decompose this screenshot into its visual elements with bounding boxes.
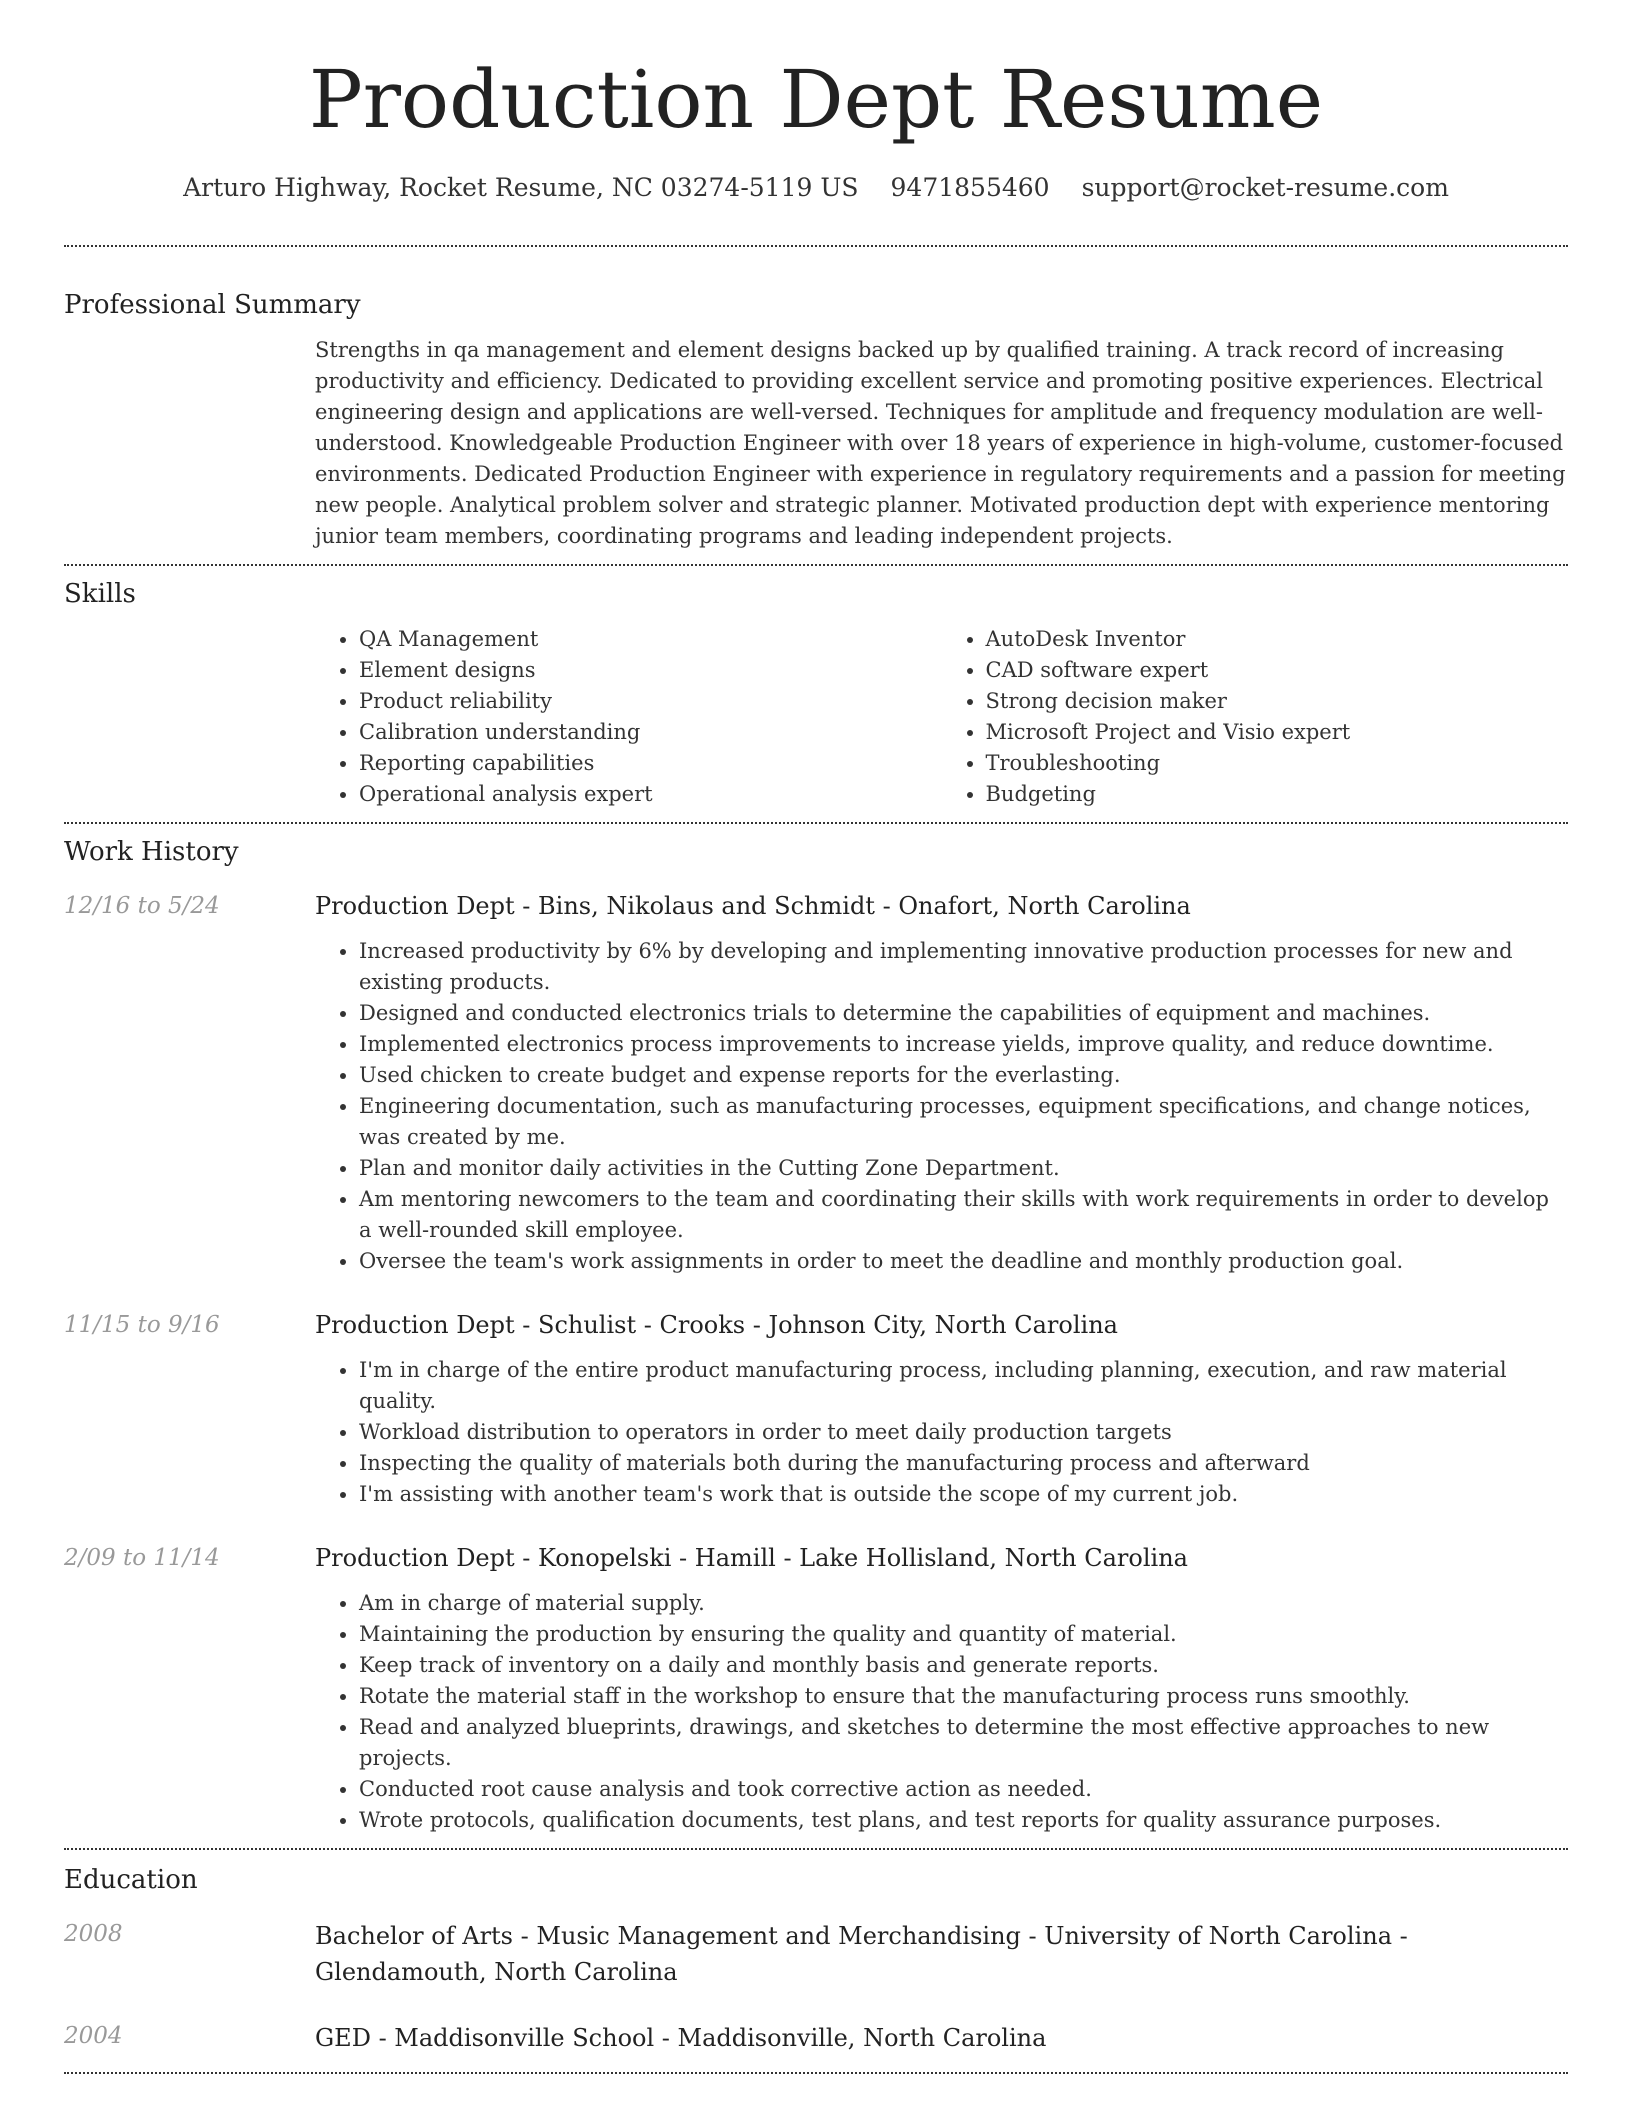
education-entry [64, 1918, 1568, 1990]
skill-item: • QA Management [359, 624, 942, 655]
summary-text: Strengths in qa management and element designs backed up by qualified training. A track record of increasing productivity and efficiency. Dedicated to providing excellent service and promoting positive experiences. Electrical engineering design and applications are well-versed. Techniques for amplitude and frequency modulation are well-understood. Knowledgeable Production Engineer with over 18 years of experience in high-volume, customer-focused environments. Dedicated Production Engineer with experience in regulatory requirements and a passion for meeting new people. Analytical problem solver and strategic planner. Motivated production dept with experience mentoring junior team members, coordinating programs and leading independent projects. [315, 338, 1566, 548]
resume-title: Production Dept Resume [308, 53, 1324, 146]
job-bullet: • Am in charge of material supply. [359, 1588, 1568, 1619]
job-bullet: • Read and analyzed blueprints, drawings, and sketches to determine the most effective approaches to new projects. [359, 1712, 1568, 1774]
job-bullet: • Wrote protocols, qualification documents, test plans, and test reports for quality assurance purposes. [359, 1805, 1568, 1836]
job-bullet: • Inspecting the quality of materials both during the manufacturing process and afterward [359, 1448, 1568, 1479]
job-heading: Production Dept - Schulist - Crooks - Johnson City, North Carolina [315, 1311, 1118, 1339]
summary-heading: Professional Summary [64, 290, 361, 320]
contact-email: support@rocket-resume.com [1081, 173, 1449, 202]
skill-item: • Element designs [359, 655, 942, 686]
skill-item: • Product reliability [359, 686, 942, 717]
job-bullet: • Used chicken to create budget and expense reports for the everlasting. [359, 1060, 1568, 1091]
job-bullets [315, 1588, 1568, 1848]
education-entry [64, 2020, 1568, 2072]
job-dates: 11/15 to 9/16 [64, 1312, 220, 1338]
job-bullet: • Keep track of inventory on a daily and monthly basis and generate reports. [359, 1650, 1568, 1681]
skill-item: • Strong decision maker [986, 686, 1569, 717]
summary-section [64, 247, 1568, 564]
skills-section [64, 566, 1568, 822]
education-heading-text: Bachelor of Arts - Music Management and Merchandising - University of North Carolina - Glendamouth, North Carolina [315, 1922, 1408, 1986]
job-heading: Production Dept - Konopelski - Hamill - Lake Hollisland, North Carolina [315, 1544, 1188, 1572]
skill-item: • Troubleshooting [986, 748, 1569, 779]
work-history-heading: Work History [64, 837, 239, 867]
job-bullet: • I'm in charge of the entire product manufacturing process, including planning, execution, and raw material quality. [359, 1355, 1568, 1417]
job-bullet: • Plan and monitor daily activities in the Cutting Zone Department. [359, 1153, 1568, 1184]
skills-heading: Skills [64, 579, 136, 609]
contact-address: Arturo Highway, Rocket Resume, NC 03274-5119 US [183, 173, 859, 202]
skill-item: • Budgeting [986, 779, 1569, 810]
skills-list-left [315, 624, 942, 810]
skill-item: • AutoDesk Inventor [986, 624, 1569, 655]
skill-item: • Calibration understanding [359, 717, 942, 748]
job-bullet: • Designed and conducted electronics trials to determine the capabilities of equipment and machines. [359, 998, 1568, 1029]
education-year: 2008 [64, 1921, 123, 1947]
job-entry [64, 1542, 1568, 1848]
job-bullet: • Am mentoring newcomers to the team and coordinating their skills with work requirements in order to develop a well-rounded skill employee. [359, 1184, 1568, 1246]
skill-item: • Reporting capabilities [359, 748, 942, 779]
job-dates: 2/09 to 11/14 [64, 1545, 220, 1571]
job-bullet: • Conducted root cause analysis and took corrective action as needed. [359, 1774, 1568, 1805]
education-heading: Education [64, 1865, 198, 1895]
education-section [64, 1850, 1568, 2072]
contact-phone: 9471855460 [890, 173, 1050, 202]
job-bullet: • Engineering documentation, such as manufacturing processes, equipment specifications, and change notices, was created by me. [359, 1091, 1568, 1153]
job-bullet: • Increased productivity by 6% by developing and implementing innovative production processes for new and existing products. [359, 936, 1568, 998]
education-year: 2004 [64, 2023, 123, 2049]
section-divider [64, 2072, 1568, 2074]
job-bullet: • I'm assisting with another team's work that is outside the scope of my current job. [359, 1479, 1568, 1510]
job-bullets [315, 1355, 1568, 1510]
contact-line [64, 170, 1568, 206]
job-dates: 12/16 to 5/24 [64, 893, 220, 919]
skills-list-right [942, 624, 1569, 810]
job-bullets [315, 936, 1568, 1277]
job-bullet: • Rotate the material staff in the workshop to ensure that the manufacturing process runs smoothly. [359, 1681, 1568, 1712]
education-heading-text: GED - Maddisonville School - Maddisonville, North Carolina [315, 2024, 1047, 2052]
job-bullet: • Maintaining the production by ensuring the quality and quantity of material. [359, 1619, 1568, 1650]
job-entry [64, 890, 1568, 1277]
job-bullet: • Implemented electronics process improvements to increase yields, improve quality, and reduce downtime. [359, 1029, 1568, 1060]
job-bullet: • Workload distribution to operators in order to meet daily production targets [359, 1417, 1568, 1448]
skill-item: • Microsoft Project and Visio expert [986, 717, 1569, 748]
job-entry [64, 1309, 1568, 1510]
skill-item: • Operational analysis expert [359, 779, 942, 810]
skill-item: • CAD software expert [986, 655, 1569, 686]
job-heading: Production Dept - Bins, Nikolaus and Schmidt - Onafort, North Carolina [315, 892, 1191, 920]
work-history-section [64, 824, 1568, 1848]
job-bullet: • Oversee the team's work assignments in order to meet the deadline and monthly production goal. [359, 1246, 1568, 1277]
